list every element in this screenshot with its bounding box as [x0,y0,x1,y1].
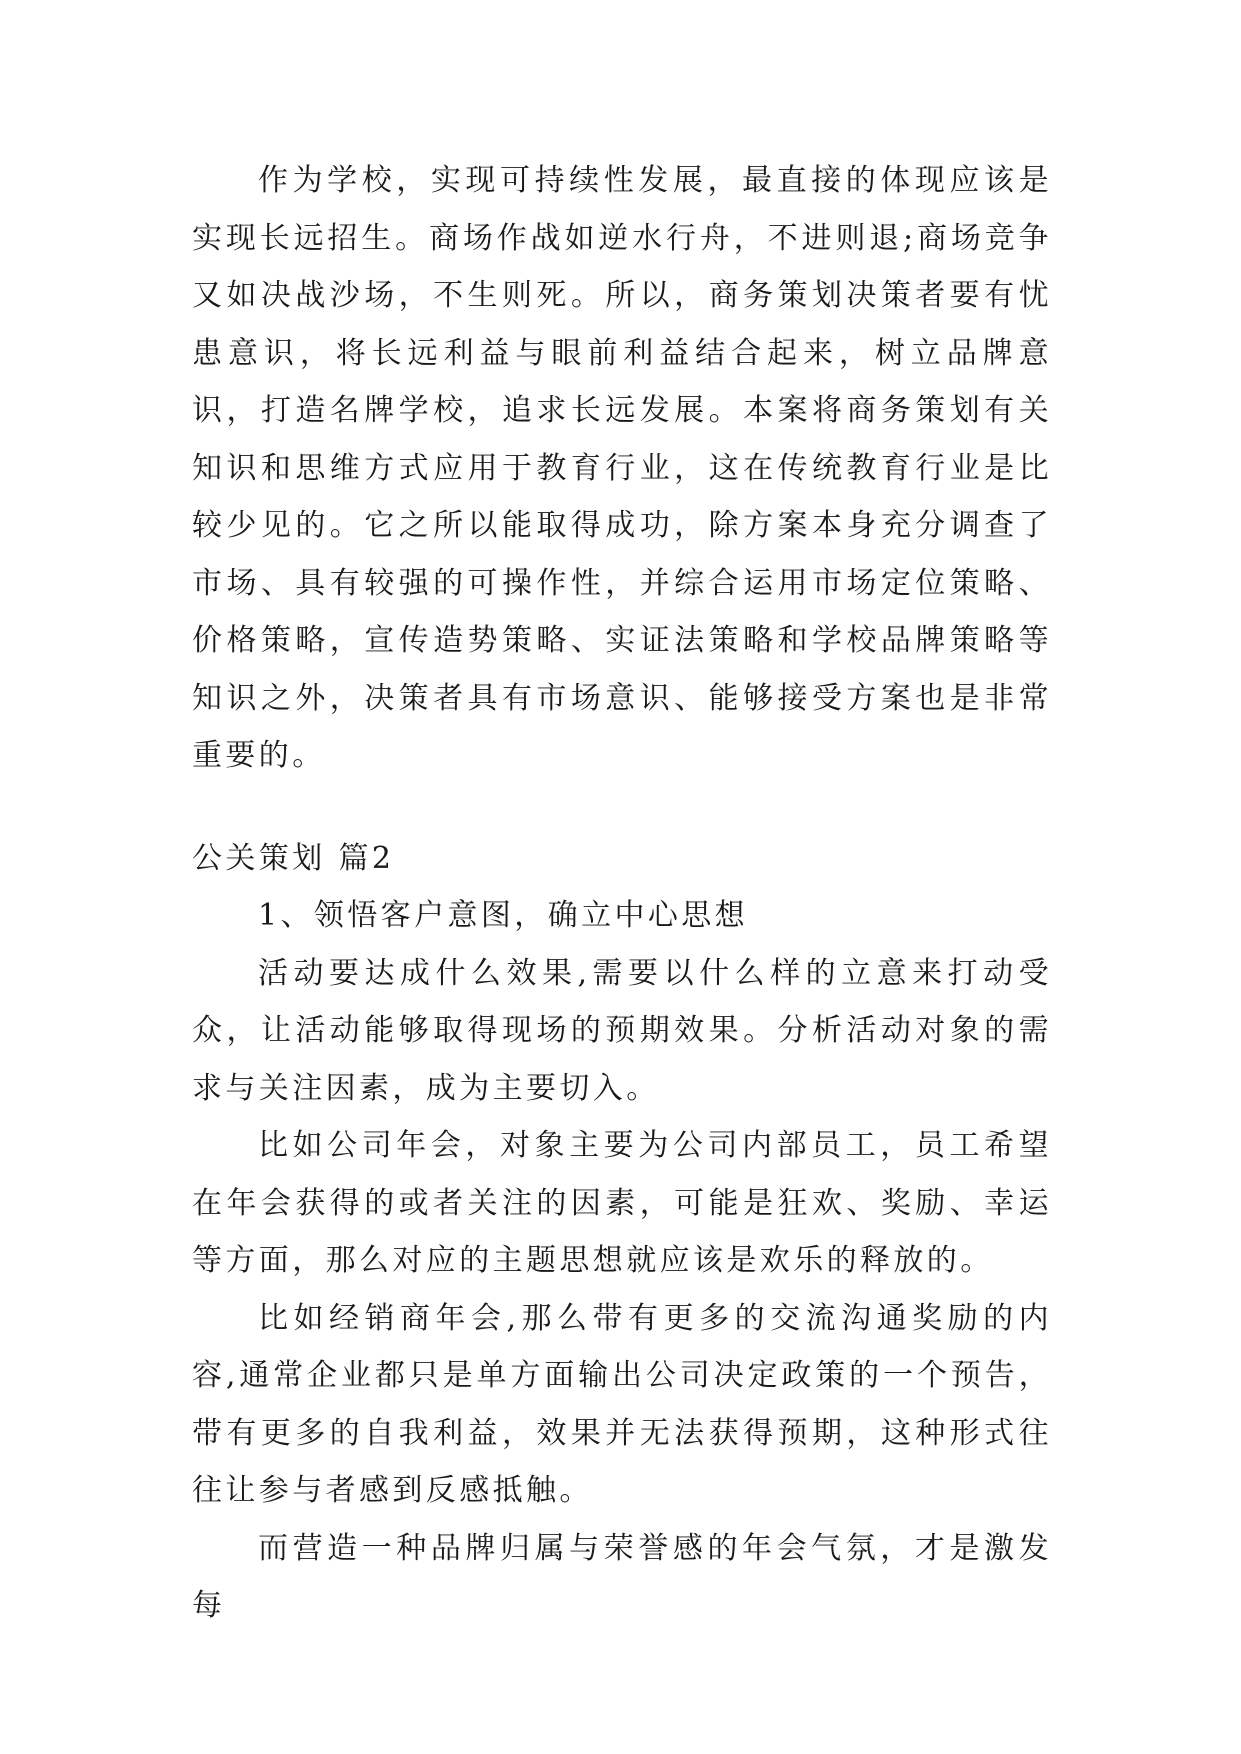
intro-paragraph: 作为学校，实现可持续性发展，最直接的体现应该是实现长远招生。商场作战如逆水行舟，不进则退;商场竞争又如决战沙场，不生则死。所以，商务策划决策者要有忧患意识，将长远利益与眼前利益结合起来，树立品牌意识，打造名牌学校，追求长远发展。本案将商务策划有关知识和思维方式应用于教育行业，这在传统教育行业是比较少见的。它之所以能取得成功，除方案本身充分调查了市场、具有较强的可操作性，并综合运用市场定位策略、价格策略，宣传造势策略、实证法策略和学校品牌策略等知识之外，决策者具有市场意识、能够接受方案也是非常重要的。 [192,163,1052,773]
body-paragraph: 活动要达成什么效果,需要以什么样的立意来打动受众，让活动能够取得现场的预期效果。分析活动对象的需求与关注因素，成为主要切入。 [192,955,1052,1106]
section-title: 公关策划 篇2 [192,840,395,876]
subheading: 1、领悟客户意图，确立中心思想 [258,898,749,933]
body-paragraph: 而营造一种品牌归属与荣誉感的年会气氛，才是激发每 [192,1530,1052,1623]
body-paragraph: 比如公司年会，对象主要为公司内部员工，员工希望在年会获得的或者关注的因素，可能是狂欢、奖励、幸运等方面，那么对应的主题思想就应该是欢乐的释放的。 [192,1128,1052,1278]
document-body [192,152,1052,1635]
body-paragraph: 比如经销商年会,那么带有更多的交流沟通奖励的内容,通常企业都只是单方面输出公司决定政策的一个预告，带有更多的自我利益，效果并无法获得预期，这种形式往往让参与者感到反感抵触。 [192,1300,1052,1508]
